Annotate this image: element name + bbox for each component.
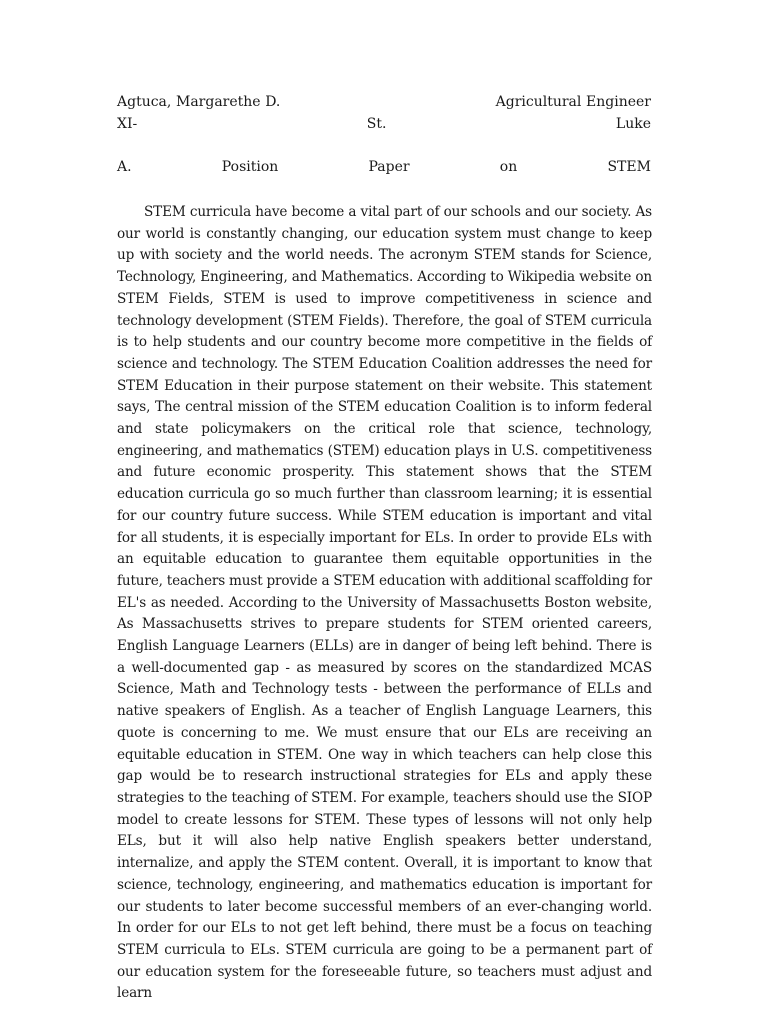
title-word-3: Paper bbox=[368, 159, 410, 175]
grade-level: XI- bbox=[117, 116, 138, 132]
role-word-1: Agricultural bbox=[495, 94, 582, 110]
author-initial: D. bbox=[265, 94, 281, 110]
author-first-name: Margarethe bbox=[175, 94, 261, 110]
author-last-name: Agtuca, bbox=[117, 94, 172, 110]
title-word-4: on bbox=[499, 159, 518, 175]
title-word-5: STEM bbox=[607, 159, 651, 175]
document-title bbox=[117, 159, 651, 181]
title-word-1: A. bbox=[117, 159, 132, 175]
title-word-2: Position bbox=[221, 159, 279, 175]
author-line bbox=[117, 94, 651, 116]
section-line bbox=[117, 116, 651, 138]
section-word-1: St. bbox=[366, 116, 387, 132]
role-word-2: Engineer bbox=[586, 94, 651, 110]
body-paragraph: STEM curricula have become a vital part of our schools and our society. As our world is constantly changing, our education system must change to keep up with society and the world needs. The acronym STEM stands for Science, Technology, Engineering, and Mathematics. According to Wikipedia website on STEM Fields, STEM is used to improve competitiveness in science and technology development (STEM Fields). Therefore, the goal of STEM curricula is to help students and our country become more competitive in the fields of science and technology. The STEM Education Coalition addresses the need for STEM Education in their purpose statement on their website. This statement says, The central mission of the STEM education Coalition is to inform federal and state policymakers on the critical role that science, technology, engineering, and mathematics (STEM) education plays in U.S. competitiveness and future economic prosperity. This statement shows that the STEM education curricula go so much further than classroom learning; it is essential for our country future success. While STEM education is important and vital for all students, it is especially important for ELs. In order to provide ELs with an equitable education to guarantee them equitable opportunities in the future, teachers must provide a STEM education with additional scaffolding for EL's as needed. According to the University of Massachusetts Boston website, As Massachusetts strives to prepare students for STEM oriented careers, English Language Learners (ELLs) are in danger of being left behind. There is a well-documented gap - as measured by scores on the standardized MCAS Science, Math and Technology tests - between the performance of ELLs and native speakers of English. As a teacher of English Language Learners, this quote is concerning to me. We must ensure that our ELs are receiving an equitable education in STEM. One way in which teachers can help close this gap would be to research instructional strategies for ELs and apply these strategies to the teaching of STEM. For example, teachers should use the SIOP model to create lessons for STEM. These types of lessons will not only help ELs, but it will also help native English speakers better understand, internalize, and apply the STEM content. Overall, it is important to know that science, technology, engineering, and mathematics education is important for our students to later become successful members of an ever-changing world. In order for our ELs to not get left behind, there must be a focus on teaching STEM curricula to ELs. STEM curricula are going to be a permanent part of our education system for the foreseeable future, so teachers must adjust and learn bbox=[117, 204, 652, 1002]
section-word-2: Luke bbox=[615, 116, 651, 132]
